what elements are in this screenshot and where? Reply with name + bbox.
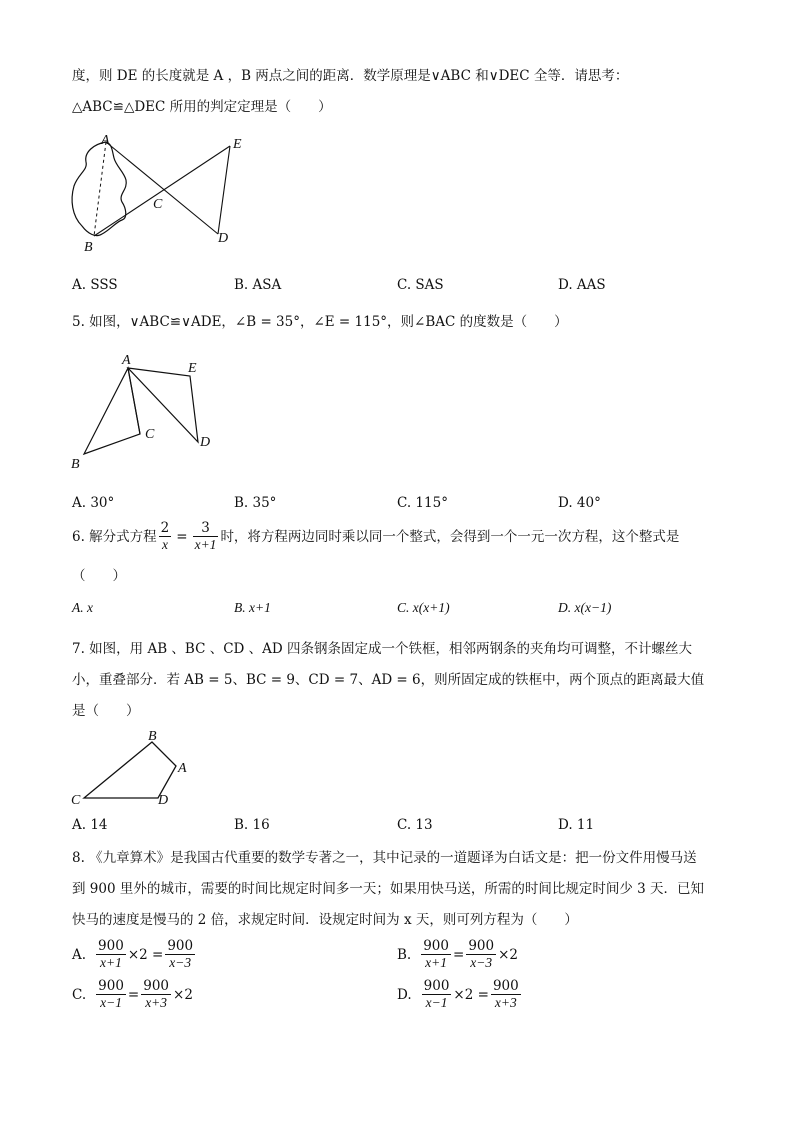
q8-stem-line3: 快马的速度是慢马的 2 倍，求规定时间．设规定时间为 x 天，则可列方程为（ ）	[72, 912, 578, 928]
q8-option-b[interactable]	[397, 938, 518, 971]
q6-equals: =	[176, 528, 188, 545]
q8-d-l-num: 900	[423, 978, 450, 994]
q5-label-d: D	[200, 435, 211, 450]
q7-label-d: D	[158, 793, 169, 808]
q5-label-b: B	[71, 457, 80, 472]
q6-frac1-num: 2	[160, 520, 170, 536]
q5-option-b[interactable]: B. 35°	[234, 495, 277, 511]
q8-option-c[interactable]	[72, 978, 193, 1011]
q8-option-d-label: D.	[397, 986, 412, 1003]
q6-frac1-den: x	[161, 537, 168, 552]
q4-option-b[interactable]: B. ASA	[234, 277, 282, 293]
q8-option-a[interactable]	[72, 938, 197, 971]
q5-option-a[interactable]: A. 30°	[72, 495, 115, 511]
q5-stem: 5. 如图，∨ABC≌∨ADE，∠B = 35°，∠E = 115°，则∠BAC 的度数是（ ）	[72, 314, 568, 330]
q8-b-left-fraction	[421, 938, 451, 971]
q8-a-l-den: x+1	[100, 955, 122, 970]
q6-stem-line2: （ ）	[72, 568, 126, 584]
q4-label-e: E	[233, 137, 242, 152]
q8-d-right-fraction	[491, 978, 521, 1011]
q7-stem-line2: 小，重叠部分．若 AB = 5、BC = 9、CD = 7、AD = 6，则所固定成的铁框中，两个顶点的距离最大值	[72, 672, 705, 688]
q8-b-r-den: x−3	[470, 955, 493, 970]
q4-stem-line1: 度，则 DE 的长度就是 A ，B 两点之间的距离．数学原理是∨ABC 和∨DEC 全等．请思考：	[72, 68, 629, 84]
q8-c-l-den: x−1	[100, 995, 122, 1010]
q8-b-right-fraction	[466, 938, 496, 971]
q4-label-d: D	[218, 231, 229, 246]
q8-d-left-fraction	[422, 978, 452, 1011]
q4-stem-line2: △ABC≌△DEC 所用的判定定理是（ ）	[72, 99, 332, 115]
q6-fraction-2	[193, 520, 219, 553]
q4-label-a: A	[101, 133, 110, 148]
q8-a-r-den: x−3	[169, 955, 192, 970]
q7-option-c[interactable]: C. 13	[397, 817, 433, 833]
q8-stem-line1: 8. 《九章算术》是我国古代重要的数学专著之一，其中记录的一道题译为白话文是：把一份文件用慢马送	[72, 850, 697, 866]
q7-option-a[interactable]: A. 14	[72, 817, 108, 833]
q8-a-l-num: 900	[98, 938, 124, 954]
q7-stem-line3: 是（ ）	[72, 703, 140, 719]
q4-option-d[interactable]: D. AAS	[558, 277, 606, 293]
q4-option-a[interactable]: A. SSS	[72, 277, 118, 293]
q8-c-right-fraction	[141, 978, 171, 1011]
q5-option-d[interactable]: D. 40°	[558, 495, 601, 511]
q8-option-a-label: A.	[72, 946, 87, 963]
q8-b-l-den: x+1	[425, 955, 448, 970]
q8-d-mid: ×2 =	[453, 986, 489, 1003]
q8-d-l-den: x−1	[425, 995, 448, 1010]
q8-c-tail: ×2	[173, 986, 193, 1003]
q8-c-r-num: 900	[143, 978, 170, 994]
q7-stem-line1: 7. 如图，用 AB 、BC 、CD 、AD 四条钢条固定成一个铁框，相邻两钢条的夹角均可调整，不计螺丝大	[72, 641, 693, 657]
q8-b-tail: ×2	[498, 946, 518, 963]
q5-option-c[interactable]: C. 115°	[397, 495, 448, 511]
q6-stem-line1	[72, 520, 679, 553]
q8-b-l-num: 900	[423, 938, 449, 954]
q8-c-l-num: 900	[98, 978, 124, 994]
q8-stem-line2: 到 900 里外的城市，需要的时间比规定时间多一天；如果用快马送，所需的时间比规定时间少 3 天．已知	[72, 881, 705, 897]
pond-shape	[72, 142, 126, 236]
dashed-ab	[94, 142, 106, 236]
q6-frac2-num: 3	[193, 520, 219, 537]
q8-option-d[interactable]	[397, 978, 523, 1011]
q8-a-left-fraction	[96, 938, 126, 971]
q5-label-c: C	[145, 427, 155, 442]
q8-d-r-num: 900	[492, 978, 519, 994]
q6-frac2-den: x+1	[194, 537, 217, 552]
q8-c-r-den: x+3	[145, 995, 168, 1010]
q7-option-b[interactable]: B. 16	[234, 817, 270, 833]
q4-label-b: B	[84, 240, 93, 255]
q6-prefix: 6. 解分式方程	[72, 528, 157, 545]
q4-figure	[66, 130, 256, 255]
q8-b-mid: =	[453, 946, 465, 963]
q7-label-c: C	[71, 793, 81, 808]
q7-label-a: A	[178, 761, 187, 776]
q5-label-e: E	[188, 361, 197, 376]
q6-option-b[interactable]: B. x+1	[234, 600, 271, 615]
q6-option-d[interactable]: D. x(x−1)	[558, 600, 612, 615]
q6-suffix: 时，将方程两边同时乘以同一个整式，会得到一个一元一次方程，这个整式是	[220, 528, 680, 545]
q6-fraction-1	[159, 520, 172, 553]
q8-option-c-label: C.	[72, 986, 87, 1003]
q5-figure	[66, 348, 226, 476]
q4-label-c: C	[153, 197, 163, 212]
q8-a-r-num: 900	[167, 938, 194, 954]
q8-option-b-label: B.	[397, 946, 412, 963]
q6-option-a[interactable]: A. x	[72, 600, 93, 615]
q4-option-c[interactable]: C. SAS	[397, 277, 444, 293]
q8-a-mid: ×2 =	[127, 946, 164, 963]
q7-label-b: B	[148, 729, 157, 744]
q8-d-r-den: x+3	[494, 995, 517, 1010]
q8-c-mid: =	[127, 986, 140, 1003]
q8-b-r-num: 900	[468, 938, 495, 954]
q7-figure	[66, 726, 216, 810]
q6-option-c[interactable]: C. x(x+1)	[397, 600, 450, 615]
q5-label-a: A	[122, 353, 131, 368]
q8-a-right-fraction	[165, 938, 195, 971]
q8-c-left-fraction	[96, 978, 126, 1011]
q7-option-d[interactable]: D. 11	[558, 817, 595, 833]
